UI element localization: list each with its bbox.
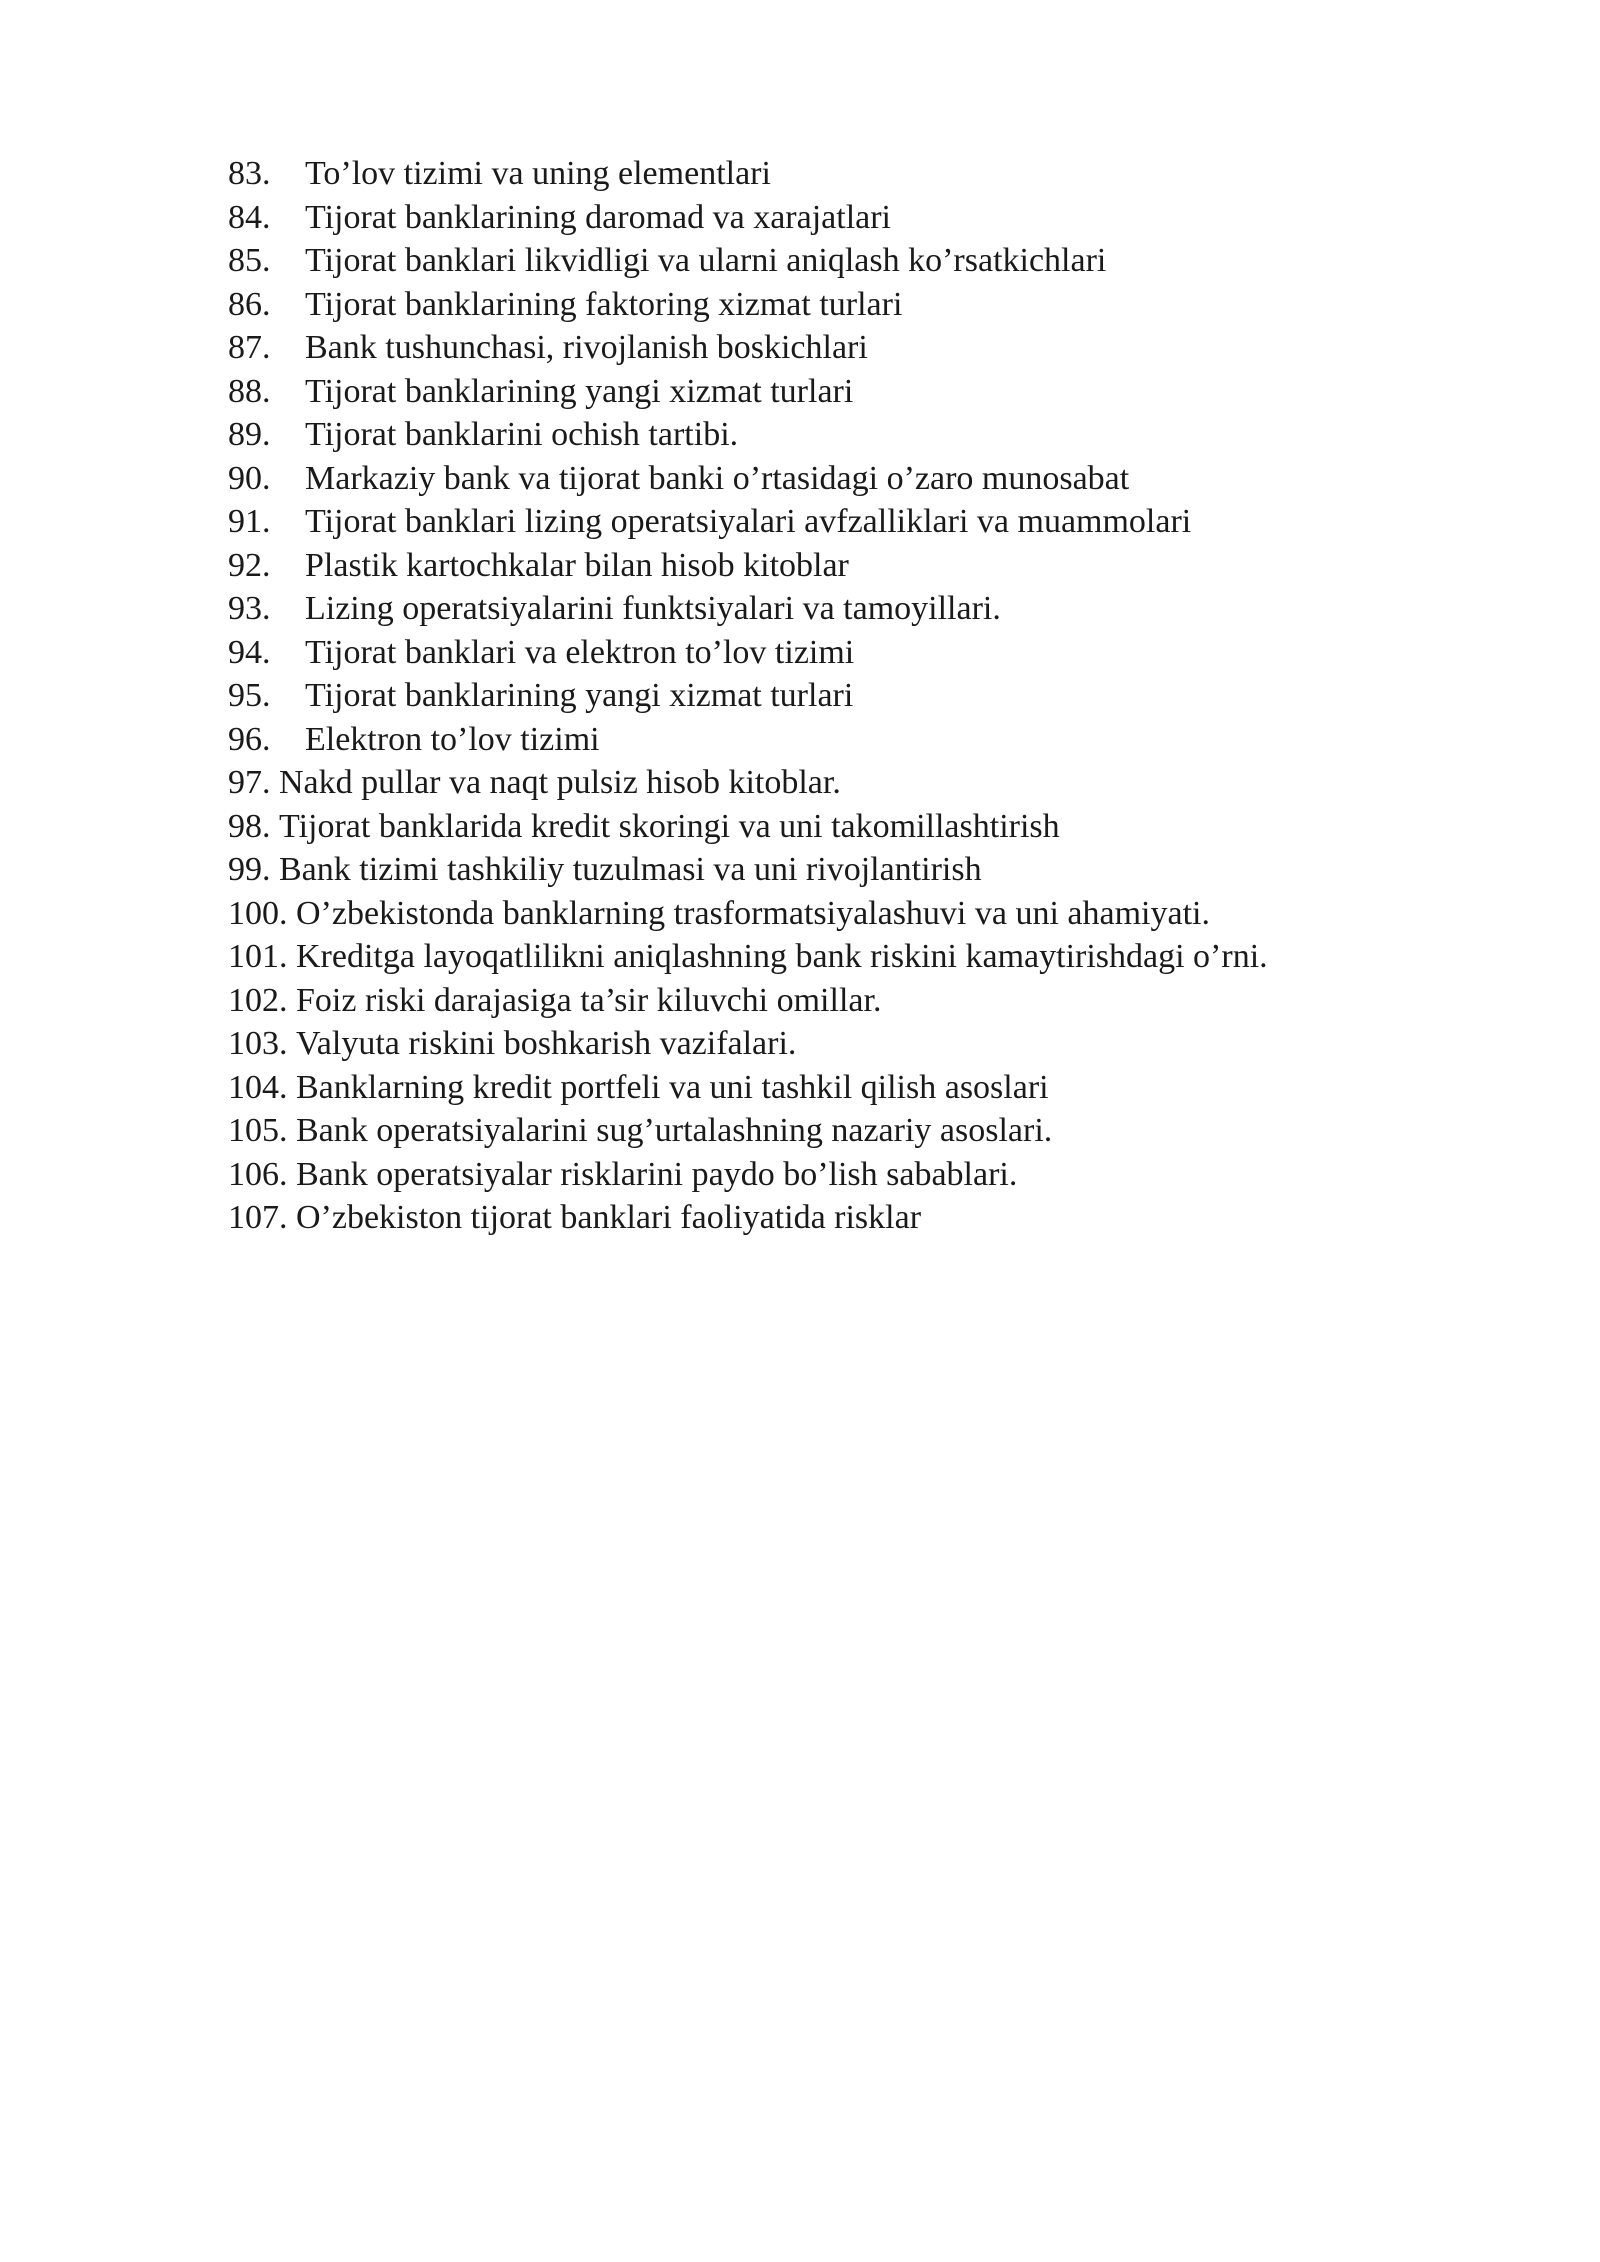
list-item: [228, 674, 1508, 718]
list-item: [228, 1109, 1508, 1153]
list-item: [228, 326, 1508, 370]
item-text: Bank tizimi tashkiliy tuzulmasi va uni rivojlantirish: [279, 851, 982, 888]
item-number: 104.: [228, 1068, 288, 1106]
item-text: Tijorat banklarining faktoring xizmat turlari: [305, 285, 903, 323]
list-item: [228, 805, 1508, 849]
item-number: 98.: [228, 807, 271, 845]
list-item: [228, 370, 1508, 414]
item-text: O’zbekiston tijorat banklari faoliyatida risklar: [296, 1199, 922, 1236]
item-number: 92.: [228, 546, 271, 584]
item-text: Bank operatsiyalar risklarini paydo bo’lish sabablari.: [296, 1155, 1018, 1193]
list-item: [228, 587, 1508, 631]
item-number: 103.: [228, 1025, 288, 1062]
item-text: Elektron to’lov tizimi: [305, 720, 600, 758]
item-text: Tijorat banklari va elektron to’lov tizimi: [305, 633, 855, 671]
item-number: 95.: [228, 677, 271, 714]
list-item: [228, 892, 1508, 936]
list-item: [228, 1196, 1508, 1240]
list-item: [228, 979, 1508, 1023]
item-number: 86.: [228, 285, 271, 323]
list-item: [228, 718, 1508, 762]
item-number: 106.: [228, 1155, 288, 1193]
list-item: [228, 848, 1508, 892]
list-item: [228, 544, 1508, 588]
list-item: [228, 413, 1508, 457]
item-text: Valyuta riskini boshkarish vazifalari.: [296, 1025, 797, 1062]
item-number: 83.: [228, 155, 271, 192]
item-number: 105.: [228, 1112, 288, 1149]
list-item: [228, 196, 1508, 240]
item-number: 85.: [228, 242, 271, 279]
list-item: [228, 500, 1508, 544]
item-number: 90.: [228, 459, 271, 497]
item-text: Tijorat banklari lizing operatsiyalari avfzalliklari va muammolari: [305, 503, 1192, 540]
item-text: O’zbekistonda banklarning trasformatsiyalashuvi va uni ahamiyati.: [296, 894, 1210, 932]
item-number: 101.: [228, 938, 288, 975]
item-text: Tijorat banklarini ochish tartibi.: [305, 416, 739, 453]
list-item: [228, 631, 1508, 675]
topic-list: [228, 152, 1508, 1240]
item-text: Tijorat banklarining yangi xizmat turlari: [305, 372, 854, 410]
item-number: 107.: [228, 1199, 288, 1236]
list-item: [228, 283, 1508, 327]
item-number: 102.: [228, 981, 288, 1019]
list-item: [228, 1022, 1508, 1066]
list-item: [228, 935, 1508, 979]
list-item: [228, 239, 1508, 283]
item-text: Tijorat banklarining yangi xizmat turlari: [305, 677, 854, 714]
item-number: 99.: [228, 851, 271, 888]
item-text: Foiz riski darajasiga ta’sir kiluvchi omillar.: [296, 981, 882, 1019]
item-number: 96.: [228, 720, 271, 758]
item-text: Plastik kartochkalar bilan hisob kitoblar: [305, 546, 849, 584]
item-text: Nakd pullar va naqt pulsiz hisob kitoblar.: [279, 764, 841, 801]
item-text: Bank operatsiyalarini sug’urtalashning nazariy asoslari.: [296, 1112, 1053, 1149]
item-number: 97.: [228, 764, 271, 801]
list-item: [228, 761, 1508, 805]
list-item: [228, 1153, 1508, 1197]
list-item: [228, 1066, 1508, 1110]
item-text: Lizing operatsiyalarini funktsiyalari va tamoyillari.: [305, 590, 1001, 627]
item-text: Kreditga layoqatlilikni aniqlashning bank riskini kamaytirishdagi o’rni.: [296, 938, 1268, 975]
item-text: Tijorat banklarida kredit skoringi va uni takomillashtirish: [279, 807, 1060, 845]
item-text: Markaziy bank va tijorat banki o’rtasidagi o’zaro munosabat: [305, 459, 1130, 497]
item-text: Tijorat banklarining daromad va xarajatlari: [305, 198, 892, 236]
item-number: 100.: [228, 894, 288, 932]
item-number: 87.: [228, 329, 271, 366]
item-number: 84.: [228, 198, 271, 236]
item-text: Banklarning kredit portfeli va uni tashkil qilish asoslari: [296, 1068, 1049, 1106]
item-number: 94.: [228, 633, 271, 671]
item-text: To’lov tizimi va uning elementlari: [305, 155, 771, 192]
item-number: 88.: [228, 372, 271, 410]
item-number: 89.: [228, 416, 271, 453]
item-number: 93.: [228, 590, 271, 627]
list-item: [228, 457, 1508, 501]
item-text: Tijorat banklari likvidligi va ularni aniqlash ko’rsatkichlari: [305, 242, 1107, 279]
list-item: [228, 152, 1508, 196]
item-text: Bank tushunchasi, rivojlanish boskichlari: [305, 329, 868, 366]
item-number: 91.: [228, 503, 271, 540]
